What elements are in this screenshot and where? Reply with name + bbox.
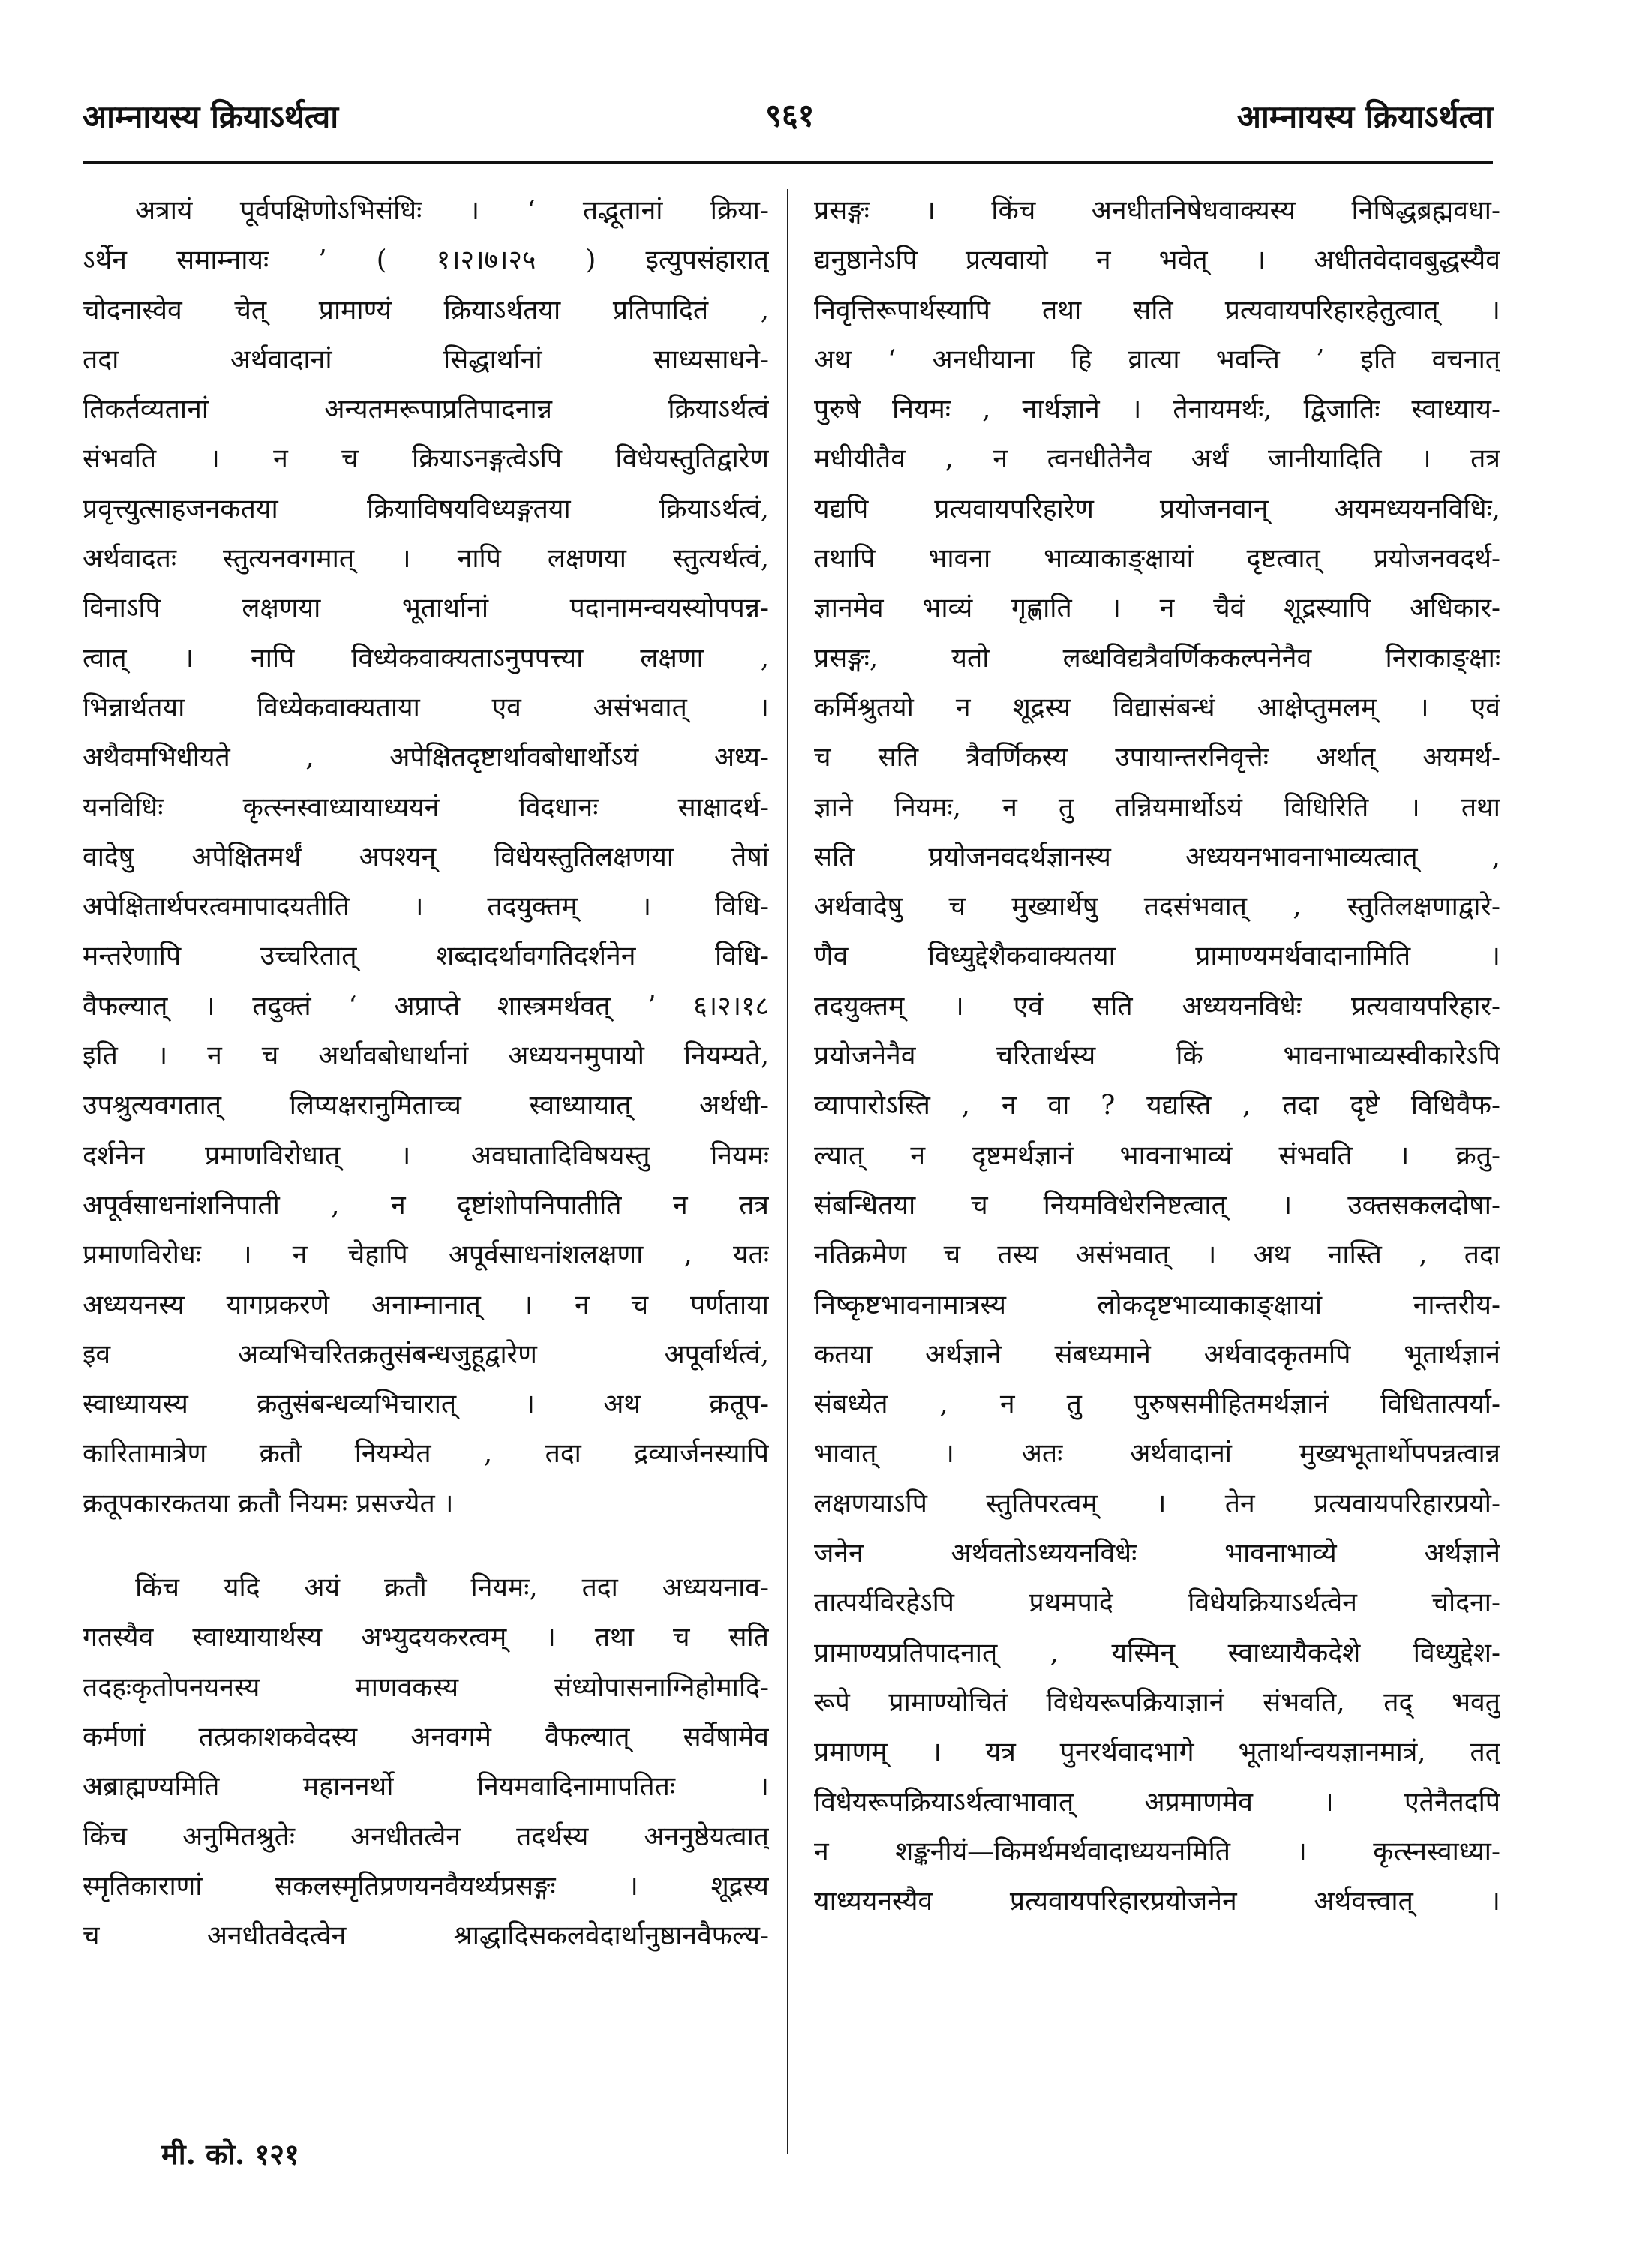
text-line: पुरुषे नियमः , नार्थज्ञाने । तेनायमर्थः, द्विजातिः स्वाध्याय-: [814, 394, 1500, 425]
text-line: यनविधिः कृत्स्नस्वाध्यायाध्ययनं विदधानः साक्षादर्थ-: [83, 791, 769, 823]
column-divider: [787, 189, 788, 2154]
text-line: इव अव्यभिचरितक्रतुसंबन्धजुहूद्वारेण अपूर्वार्थत्वं,: [83, 1338, 769, 1370]
text-line: रूपे प्रामाण्योचितं विधेयरूपक्रियाज्ञानं संभवति, तद् भवतु: [814, 1686, 1500, 1718]
text-line: स्मृतिकाराणां सकलस्मृतिप्रणयनवैयर्थ्यप्रसङ्गः । शूद्रस्य: [83, 1870, 769, 1902]
text-line: मधीयीतैव , न त्वनधीतेनैव अर्थं जानीयादिति । तत्र: [814, 443, 1500, 475]
text-line: कर्मिश्रुतयो न शूद्रस्य विद्यासंबन्धं आक्षेप्तुमलम् । एवं: [814, 692, 1500, 723]
text-line: निष्कृष्टभावनामात्रस्य लोकदृष्टभाव्याकाङ्क्षायां नान्तरीय-: [814, 1289, 1500, 1320]
text-line: भावात् । अतः अर्थवादानां मुख्यभूतार्थोपपन्नत्वान्न: [814, 1438, 1500, 1470]
text-line: किंच यदि अयं क्रतौ नियमः, तदा अध्ययनाव-: [135, 1572, 769, 1604]
page-number: ९६१: [765, 97, 815, 134]
text-line: लक्षणयाऽपि स्तुतिपरत्वम् । तेन प्रत्यवायपरिहारप्रयो-: [814, 1488, 1500, 1519]
text-line: तिकर्तव्यतानां अन्यतमरूपाप्रतिपादनान्न क्रियाऽर्थत्वं: [83, 394, 769, 425]
text-line: व्यापारोऽस्ति , न वा ? यद्यस्ति , तदा दृष्टे विधिवैफ-: [814, 1090, 1500, 1122]
text-line: सति प्रयोजनवदर्थज्ञानस्य अध्ययनभावनाभाव्यत्वात् ,: [814, 841, 1500, 872]
text-line: विधेयरूपक्रियाऽर्थत्वाभावात् अप्रमाणमेव । एतेनैतदपि: [814, 1786, 1500, 1818]
text-line: किंच अनुमितश्रुतेः अनधीतत्वेन तदर्थस्य अननुष्ठेयत्वात्: [83, 1821, 769, 1852]
text-line: अथैवमभिधीयते , अपेक्षितदृष्टार्थावबोधार्थोऽयं अध्य-: [83, 742, 769, 773]
text-line: वैफल्यात् । तदुक्तं ‘ अप्राप्ते शास्त्रमर्थवत् ’ ६।२।१८: [83, 990, 769, 1022]
running-header: [83, 95, 1493, 162]
text-line: प्रसङ्गः । किंच अनधीतनिषेधवाक्यस्य निषिद्धब्रह्मवधा-: [814, 195, 1500, 226]
text-line: यद्यपि प्रत्यवायपरिहारेण प्रयोजनवान् अयमध्ययनविधिः,: [814, 493, 1500, 524]
text-line: चोदनास्वेव चेत् प्रामाण्यं क्रियाऽर्थतया प्रतिपादितं ,: [83, 294, 769, 326]
footer-signature: मी. को. १२१: [161, 2137, 299, 2171]
text-line: च सति त्रैवर्णिकस्य उपायान्तरनिवृत्तेः अर्थात् अयमर्थ-: [814, 742, 1500, 773]
text-line: प्रमाणम् । यत्र पुनरर्थवादभागे भूतार्थान्वयज्ञानमात्रं, तत्: [814, 1737, 1500, 1768]
left-column: [83, 186, 769, 1961]
text-line: ज्ञाने नियमः, न तु तन्नियमार्थोऽयं विधिरिति । तथा: [814, 791, 1500, 823]
text-line: उपश्रुत्यवगतात् लिप्यक्षरानुमिताच्च स्वाध्यायात् अर्थधी-: [83, 1090, 769, 1122]
text-line: अथ ‘ अनधीयाना हि व्रात्या भवन्ति ’ इति वचनात्: [814, 344, 1500, 375]
text-line: अत्रायं पूर्वपक्षिणोऽभिसंधिः । ‘ तद्भूतानां क्रिया-: [135, 195, 769, 226]
text-line: नतिक्रमेण च तस्य असंभवात् । अथ नास्ति , तदा: [814, 1239, 1500, 1271]
text-line: अर्थवादतः स्तुत्यनवगमात् । नापि लक्षणया स्तुत्यर्थत्वं,: [83, 543, 769, 575]
text-line: संभवति । न च क्रियाऽनङ्गत्वेऽपि विधेयस्तुतिद्वारेण: [83, 443, 769, 475]
text-line: तदयुक्तम् । एवं सति अध्ययनविधेः प्रत्यवायपरिहार-: [814, 990, 1500, 1022]
text-line: भिन्नार्थतया विध्येकवाक्यताया एव असंभवात् ।: [83, 692, 769, 723]
text-line: तदहःकृतोपनयनस्य माणवकस्य संध्योपासनाग्निहोमादि-: [83, 1671, 769, 1703]
text-line: ल्यात् न दृष्टमर्थज्ञानं भावनाभाव्यं संभवति । क्रतु-: [814, 1140, 1500, 1171]
text-line: ऽर्थेन समाम्नायः ’ ( १।२।७।२५ ) इत्युपसंहारात्: [83, 245, 769, 276]
text-line: विनाऽपि लक्षणया भूतार्थानां पदानामन्वयस्योपपन्न-: [83, 593, 769, 624]
text-line: प्रमाणविरोधः । न चेहापि अपूर्वसाधनांशलक्षणा , यतः: [83, 1239, 769, 1271]
text-line: अध्ययनस्य यागप्रकरणे अनाम्नानात् । न च पर्णताया: [83, 1289, 769, 1320]
text-line: दर्शनेन प्रमाणविरोधात् । अवघातादिविषयस्तु नियमः: [83, 1140, 769, 1171]
text-line: अर्थवादेषु च मुख्यार्थेषु तदसंभवात् , स्तुतिलक्षणाद्वारे-: [814, 891, 1500, 923]
text-line: द्यनुष्ठानेऽपि प्रत्यवायो न भवेत् । अधीतवेदावबुद्धस्यैव: [814, 245, 1500, 276]
text-line: निवृत्तिरूपार्थस्यापि तथा सति प्रत्यवायपरिहारहेतुत्वात् ।: [814, 294, 1500, 326]
text-line: गतस्यैव स्वाध्यायार्थस्य अभ्युदयकरत्वम् । तथा च सति: [83, 1622, 769, 1653]
text-line: याध्ययनस्यैव प्रत्यवायपरिहारप्रयोजनेन अर्थवत्त्वात् ।: [814, 1886, 1500, 1917]
text-line: वादेषु अपेक्षितमर्थं अपश्यन् विधेयस्तुतिलक्षणया तेषां: [83, 841, 769, 872]
text-line: प्रामाण्यप्रतिपादनात् , यस्मिन् स्वाध्यायैकदेशे विध्युद्देश-: [814, 1637, 1500, 1668]
text-line: संबध्येत , न तु पुरुषसमीहितमर्थज्ञानं विधितात्पर्या-: [814, 1389, 1500, 1420]
text-line: तात्पर्यविरहेऽपि प्रथमपादे विधेयक्रियाऽर्थत्वेन चोदना-: [814, 1587, 1500, 1619]
text-line: न शङ्कनीयं—किमर्थमर्थवादाध्ययनमिति । कृत्स्नस्वाध्या-: [814, 1836, 1500, 1867]
text-line: प्रसङ्गः, यतो लब्धविद्यत्रैवर्णिककल्पनेनैव निराकाङ्क्षाः: [814, 642, 1500, 674]
text-line: अब्राह्मण्यमिति महाननर्थो नियमवादिनामापतितः ।: [83, 1771, 769, 1803]
text-line: कारितामात्रेण क्रतौ नियम्येत , तदा द्रव्यार्जनस्यापि: [83, 1438, 769, 1470]
text-line: तथापि भावना भाव्याकाङ्क्षायां दृष्टत्वात् प्रयोजनवदर्थ-: [814, 543, 1500, 575]
header-rule: [83, 161, 1493, 164]
text-line: मन्तरेणापि उच्चरितात् शब्दादर्थावगतिदर्शनेन विधि-: [83, 941, 769, 972]
header-right-title: आम्नायस्य क्रियाऽर्थत्वा: [1236, 98, 1493, 135]
right-column: [814, 186, 1500, 1926]
text-line: स्वाध्यायस्य क्रतुसंबन्धव्यभिचारात् । अथ क्रतूप-: [83, 1389, 769, 1420]
text-line: इति । न च अर्थावबोधार्थानां अध्ययनमुपायो नियम्यते,: [83, 1040, 769, 1072]
text-line: प्रवृत्त्युत्साहजनकतया क्रियाविषयविध्यङ्गतया क्रियाऽर्थत्वं,: [83, 493, 769, 524]
text-line: प्रयोजनेनैव चरितार्थस्य किं भावनाभाव्यस्वीकारेऽपि: [814, 1040, 1500, 1072]
text-line: संबन्धितया च नियमविधेरनिष्टत्वात् । उक्तसकलदोषा-: [814, 1189, 1500, 1221]
header-left-title: आम्नायस्य क्रियाऽर्थत्वा: [83, 98, 339, 135]
text-line: अपेक्षितार्थपरत्वमापादयतीति । तदयुक्तम् । विधि-: [83, 891, 769, 923]
text-line: च अनधीतवेदत्वेन श्राद्धादिसकलवेदार्थानुष्ठानवैफल्य-: [83, 1920, 769, 1952]
text-line: ज्ञानमेव भाव्यं गृह्णाति । न चैवं शूद्रस्यापि अधिकार-: [814, 593, 1500, 624]
text-line: क्रतूपकारकतया क्रतौ नियमः प्रसज्येत ।: [83, 1488, 454, 1519]
text-line: त्वात् । नापि विध्येकवाक्यताऽनुपपत्त्या लक्षणा ,: [83, 642, 769, 674]
text-line: जनेन अर्थवतोऽध्ययनविधेः भावनाभाव्ये अर्थज्ञाने: [814, 1538, 1500, 1569]
text-line: णैव विध्युद्देशैकवाक्यतया प्रामाण्यमर्थवादानामिति ।: [814, 941, 1500, 972]
text-line: अपूर्वसाधनांशनिपाती , न दृष्टांशोपनिपातीति न तत्र: [83, 1189, 769, 1221]
text-line: कर्मणां तत्प्रकाशकवेदस्य अनवगमे वैफल्यात् सर्वेषामेव: [83, 1721, 769, 1752]
paragraph-gap: [83, 1529, 769, 1563]
text-line: तदा अर्थवादानां सिद्धार्थानां साध्यसाधने-: [83, 344, 769, 375]
text-line: कतया अर्थज्ञाने संबध्यमाने अर्थवादकृतमपि भूतार्थज्ञानं: [814, 1338, 1500, 1370]
